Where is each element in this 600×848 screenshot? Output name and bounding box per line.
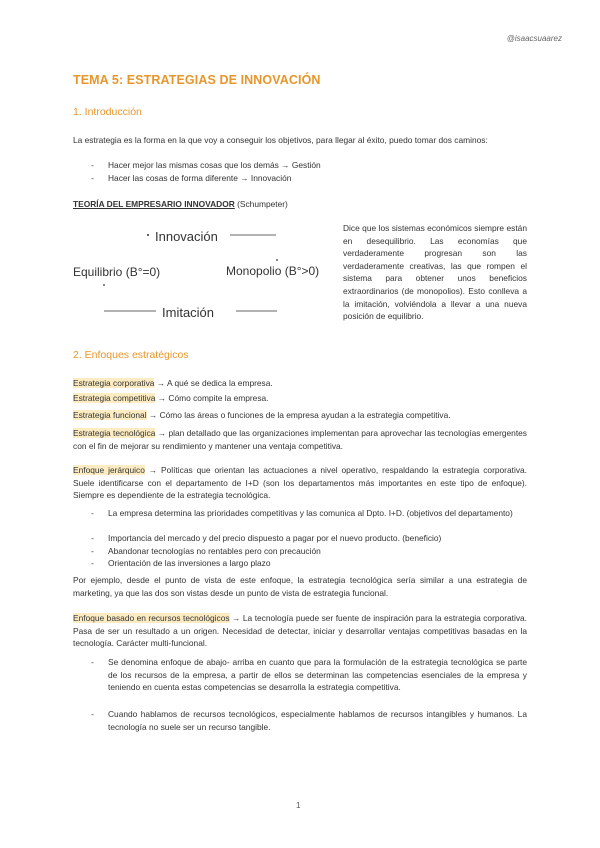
theory-heading: TEORÍA DEL EMPRESARIO INNOVADOR (Schumpeter) [73,199,288,209]
diagram-monopolio: Monopolio (B°>0) [226,264,320,278]
list-item: - Cuando hablamos de recursos tecnológicos, especialmente hablamos de recursos intangibles y humanos. La tecnología no suele ser un recurso tangible. [91,709,527,732]
list-item: - Abandonar tecnologías no rentables pero con precaución [91,546,321,556]
diagram-equilibrio: Equilibrio (B°=0) [73,265,161,279]
author-handle: @isaacsuaarez [506,34,562,43]
definition-tecnologica: Estrategia tecnológica → plan detallado que las organizaciones implementan para aprovechar las tecnologías emergentes con el fin de mejorar su rendimiento y mantener una ventaja competitiva. [73,428,527,451]
definition-corporativa: Estrategia corporativa → A qué se dedica la empresa. [73,378,273,388]
intro-paragraph: La estrategia es la forma en la que voy a conseguir los objetivos, para llegar al éxito, puedo tomar dos caminos: [73,135,488,145]
list-item: - Hacer mejor las mismas cosas que los demás → Gestión [91,160,321,170]
dot-marker [276,259,278,261]
list-item: - Hacer las cosas de forma diferente → Innovación [91,173,292,183]
enfoque-recursos: Enfoque basado en recursos tecnológicos → La tecnología puede ser fuente de inspiración para la estrategia corporativa. Pasa de ser un resultado a un origen. Necesidad de detectar, iniciar y desarrollar ventajas competitivas basadas en la tecnología. Carácter multi-funcional. [73,613,527,649]
page-number: 1 [296,801,301,810]
dot-marker [103,284,105,286]
list-item: - Orientación de las inversiones a largo plazo [91,558,271,568]
theory-sidenote: Dice que los sistemas económicos siempre están en desequilibrio. Las economías que verdaderamente progresan son las verdaderamente creativas, las que rompen el sistema para obtener unos beneficios extraordinarios (de monopolios). Esto conlleva a la imitación, volviéndola a llevar a una nueva posición de equilibrio. [343,223,527,322]
definition-funcional: Estrategia funcional → Cómo las áreas o funciones de la empresa ayudan a la estrategia competitiva. [73,410,451,420]
enfoque-jerarquico: Enfoque jerárquico → Políticas que orientan las actuaciones a nivel operativo, respaldando la estrategia corporativa. Suele identificarse con el departamento de I+D (son los departamentos más importantes en este tipo de enfoque). Siempre es dependiente de la estrategia tecnológica. [73,465,527,501]
diagram-imitacion: Imitación [162,305,215,320]
schumpeter-diagram [70,218,340,328]
definition-competitiva: Estrategia competitiva → Cómo compite la empresa. [73,393,269,403]
dot-marker [147,234,149,236]
list-item: - Importancia del mercado y del precio dispuesto a pagar por el nuevo producto. (beneficio) [91,533,442,543]
page-title: TEMA 5: ESTRATEGIAS DE INNOVACIÓN [73,73,321,87]
example-paragraph: Por ejemplo, desde el punto de vista de este enfoque, la estrategia tecnológica sería similar a una estrategia de marketing, ya que las dos son vistas desde un punto de vista de estrategia funcional. [73,575,527,598]
diagram-innovacion: Innovación [155,229,218,244]
list-item: - La empresa determina las prioridades competitivas y las comunica al Dpto. I+D. (objetivos del departamento) [91,508,513,518]
section-1-heading: 1. Introducción [73,106,142,118]
list-item: - Se denomina enfoque de abajo- arriba en cuanto que para la formulación de la estrategia tecnológica se parte de los recursos de la empresa, a partir de ellos se determinan las competencias esenciales de la empresa y teniendo en cuenta estas competencias se desarrolla la estrategia competitiva. [91,657,527,693]
section-2-heading: 2. Enfoques estratégicos [73,349,189,361]
